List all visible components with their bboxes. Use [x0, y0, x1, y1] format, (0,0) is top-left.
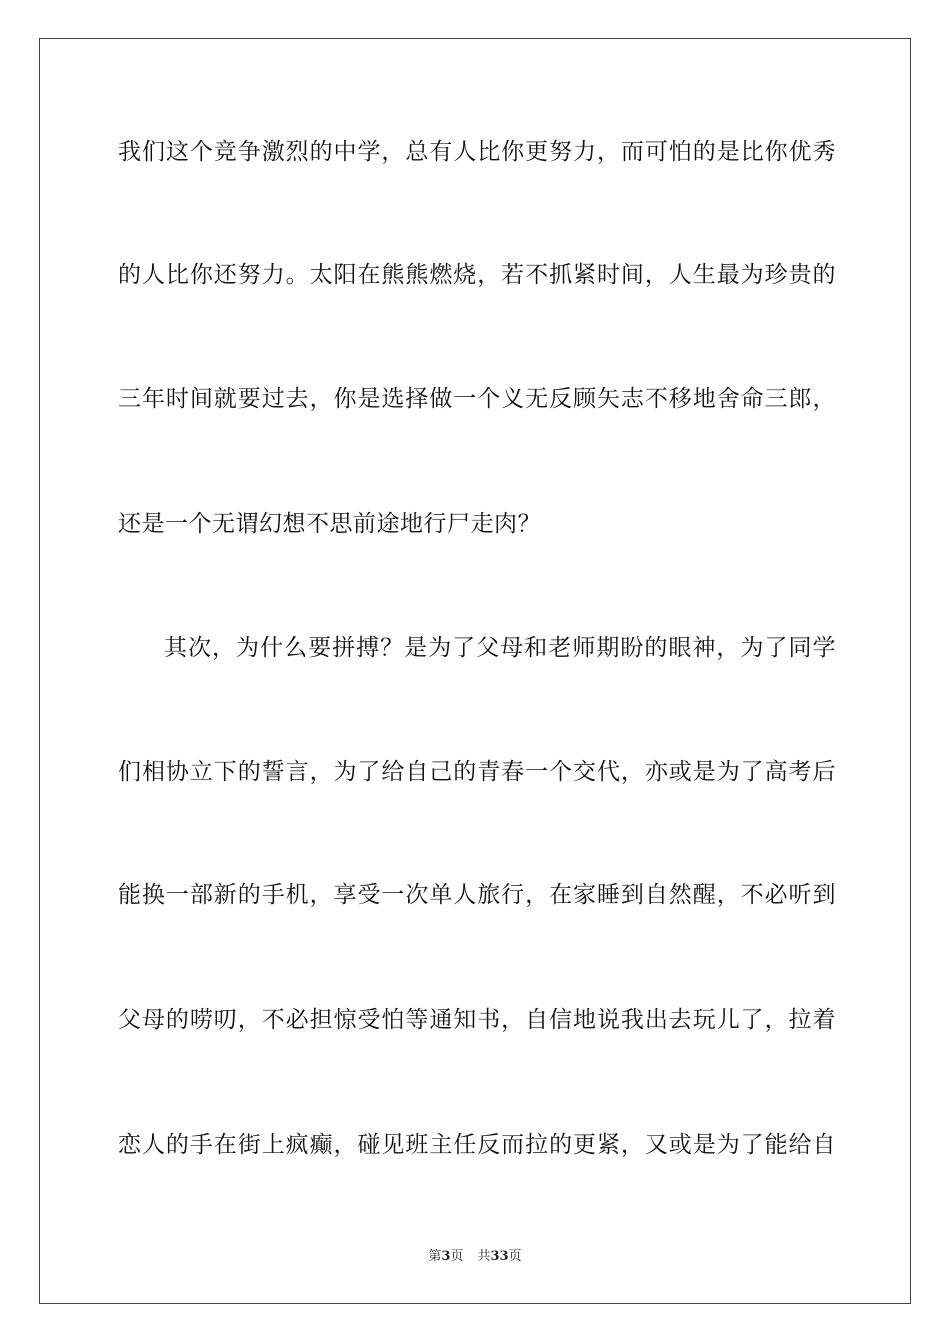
page-footer — [0, 1248, 950, 1266]
text-line: 还是一个无谓幻想不思前途地行尸走肉？ — [118, 511, 541, 537]
page-suffix: 页 — [450, 1249, 464, 1264]
total-suffix: 页 — [508, 1249, 522, 1264]
text-line: 们相协立下的誓言，为了给自己的青春一个交代，亦或是为了高考后 — [118, 759, 836, 785]
paragraph-first-line: 其次，为什么要拼搏？是为了父母和老师期盼的眼神，为了同学 — [164, 635, 836, 661]
text-line: 三年时间就要过去，你是选择做一个义无反顾矢志不移地舍命三郎， — [118, 386, 836, 412]
total-pages: 33 — [490, 1249, 509, 1264]
text-line: 恋人的手在街上疯癫，碰见班主任反而拉的更紧，又或是为了能给自 — [118, 1132, 836, 1158]
text-line: 能换一部新的手机，享受一次单人旅行，在家睡到自然醒，不必听到 — [118, 882, 836, 908]
page-number: 3 — [441, 1249, 451, 1264]
text-line: 我们这个竞争激烈的中学，总有人比你更努力，而可怕的是比你优秀 — [118, 139, 836, 165]
total-prefix: 共 — [477, 1249, 491, 1264]
text-line: 的人比你还努力。太阳在熊熊燃烧，若不抓紧时间，人生最为珍贵的 — [118, 262, 836, 288]
page-prefix: 第 — [428, 1249, 442, 1264]
text-line: 父母的唠叨，不必担惊受怕等通知书，自信地说我出去玩儿了，拉着 — [118, 1007, 836, 1033]
page-border — [39, 38, 911, 1304]
